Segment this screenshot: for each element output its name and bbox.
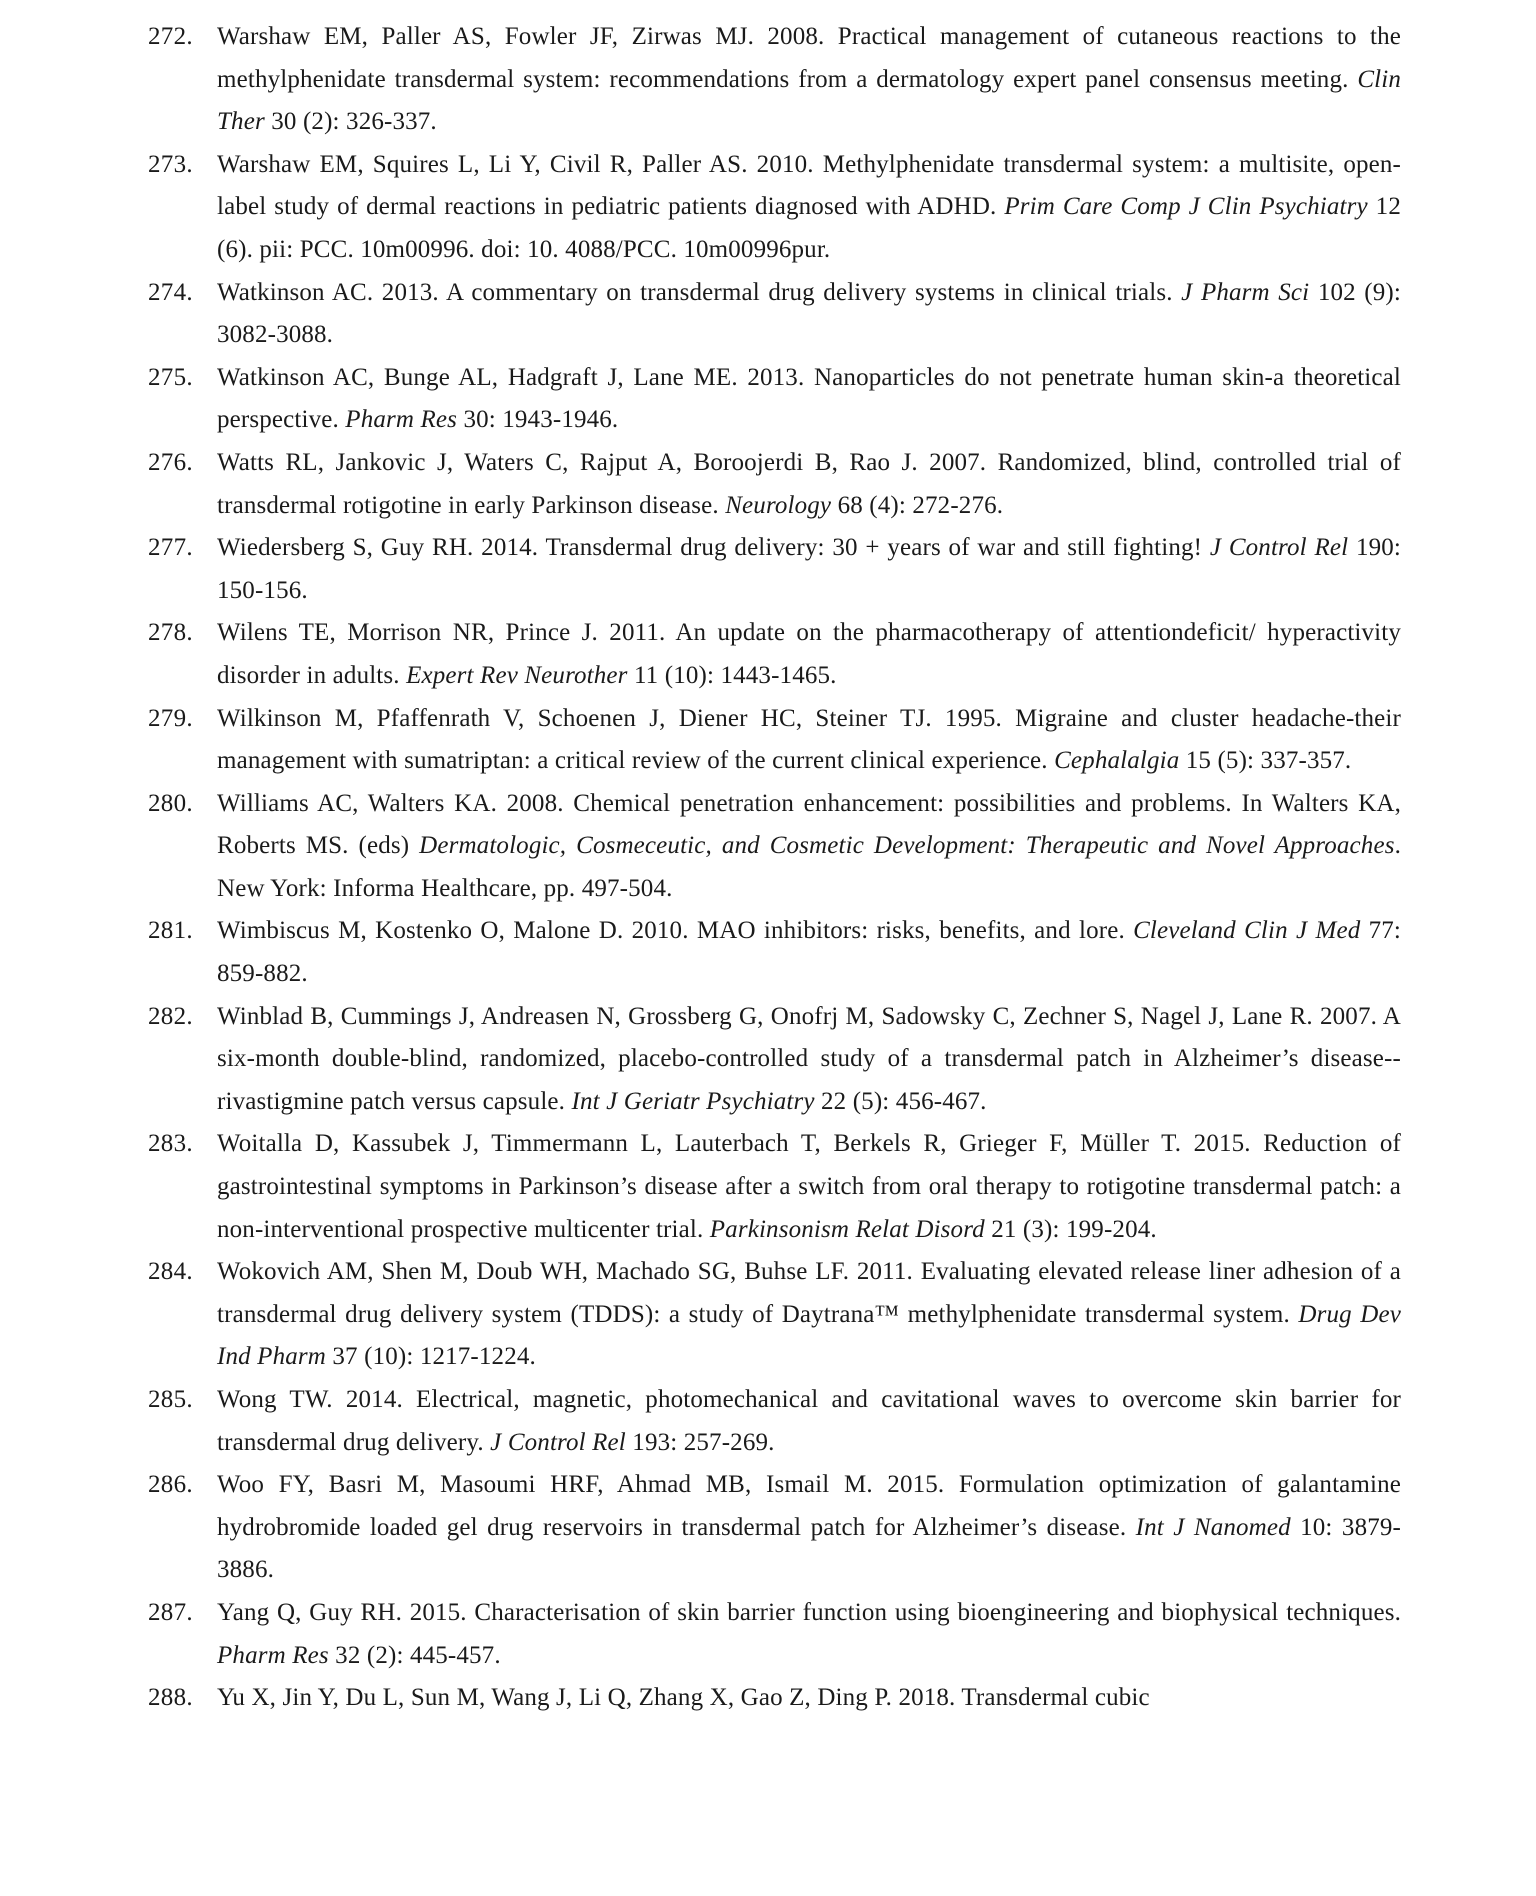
- reference-text: [217, 1251, 1401, 1379]
- reference-number: 283.: [148, 1130, 193, 1158]
- reference-entry: [0, 442, 1536, 527]
- reference-entry: [0, 910, 1536, 995]
- reference-journal: J Pharm Sci: [1181, 278, 1310, 306]
- reference-text: [217, 527, 1401, 612]
- reference-number: 278.: [148, 619, 193, 647]
- reference-text: [217, 996, 1401, 1124]
- reference-citation: Woitalla D, Kassubek J, Timmermann L, Lauterbach T, Berkels R, Grieger F, Müller T. 2015. Reduction of gastrointestinal symptoms in Parkinson’s disease after a switch from oral therapy to rotigotine transdermal patch: a non-interventional prospective multicenter trial.: [217, 1130, 1401, 1243]
- reference-journal: Expert Rev Neurother: [406, 661, 628, 689]
- reference-entry: [0, 1677, 1536, 1720]
- reference-entry: [0, 612, 1536, 697]
- reference-citation: Warshaw EM, Paller AS, Fowler JF, Zirwas MJ. 2008. Practical management of cutaneous reactions to the methylphenidate transdermal system: recommendations from a dermatology expert panel consensus meeting.: [217, 23, 1401, 93]
- reference-volume-pages: 10: 3879-3886.: [217, 1513, 1401, 1584]
- reference-text: [217, 1123, 1401, 1251]
- reference-journal: Int J Nanomed: [1135, 1513, 1291, 1541]
- reference-number: 287.: [148, 1598, 193, 1626]
- reference-citation: Yu X, Jin Y, Du L, Sun M, Wang J, Li Q, Zhang X, Gao Z, Ding P. 2018. Transdermal cubic: [217, 1684, 1150, 1712]
- reference-journal: Clin Ther: [217, 65, 1401, 136]
- reference-entry: [0, 272, 1536, 357]
- reference-entry: [0, 698, 1536, 783]
- reference-journal: J Control Rel: [1209, 534, 1349, 562]
- reference-volume-pages: 21 (3): 199-204.: [984, 1215, 1157, 1243]
- reference-journal: Drug Dev Ind Pharm: [217, 1300, 1401, 1371]
- reference-number: 280.: [148, 789, 193, 817]
- reference-text: [217, 1464, 1401, 1592]
- reference-citation: Williams AC, Walters KA. 2008. Chemical penetration enhancement: possibilities and problems. In Walters KA, Roberts MS. (eds): [217, 789, 1401, 860]
- reference-number: 279.: [148, 704, 193, 732]
- reference-volume-pages: 12 (6). pii: PCC. 10m00996. doi: 10. 4088/PCC. 10m00996pur.: [217, 193, 1401, 263]
- reference-text: [217, 612, 1401, 697]
- reference-number: 282.: [148, 1002, 193, 1030]
- reference-number: 285.: [148, 1386, 193, 1413]
- reference-text: [217, 783, 1401, 911]
- reference-volume-pages: 37 (10): 1217-1224.: [325, 1343, 536, 1371]
- reference-entry: [0, 357, 1536, 442]
- reference-journal: Dermatologic, Cosmeceutic, and Cosmetic Development: Therapeutic and Novel Approaches: [419, 832, 1395, 860]
- reference-citation: Yang Q, Guy RH. 2015. Characterisation of skin barrier function using bioengineering and biophysical techniques.: [217, 1598, 1401, 1626]
- reference-entry: [0, 144, 1536, 272]
- reference-text: [217, 16, 1401, 144]
- reference-entry: [0, 996, 1536, 1124]
- reference-number: 275.: [148, 363, 193, 391]
- reference-text: [217, 357, 1401, 442]
- reference-text: [217, 144, 1401, 272]
- reference-text: [217, 1592, 1401, 1677]
- reference-volume-pages: 30: 1943-1946.: [457, 406, 619, 434]
- reference-journal: Cephalalgia: [1054, 747, 1180, 775]
- reference-volume-pages: 32 (2): 445-457.: [328, 1641, 501, 1669]
- reference-entry: [0, 527, 1536, 612]
- reference-journal: J Control Rel: [490, 1428, 626, 1456]
- reference-text: [217, 1677, 1401, 1720]
- reference-journal: Prim Care Comp J Clin Psychiatry: [1004, 193, 1368, 221]
- reference-number: 273.: [148, 150, 193, 178]
- reference-entry: [0, 1379, 1536, 1464]
- reference-journal: Parkinsonism Relat Disord: [709, 1215, 985, 1243]
- reference-citation: Wimbiscus M, Kostenko O, Malone D. 2010. MAO inhibitors: risks, benefits, and lore.: [217, 917, 1134, 945]
- reference-number: 281.: [148, 917, 193, 945]
- reference-number: 286.: [148, 1471, 193, 1499]
- reference-citation: Wilens TE, Morrison NR, Prince J. 2011. An update on the pharmacotherapy of attentiondeficit/ hyperactivity disorder in adults.: [217, 619, 1401, 689]
- reference-volume-pages: 190: 150-156.: [217, 534, 1402, 604]
- reference-list: [0, 16, 1536, 1720]
- reference-number: 276.: [148, 448, 193, 476]
- reference-text: [217, 1379, 1401, 1464]
- reference-volume-pages: . New York: Informa Healthcare, pp. 497-504.: [217, 832, 1401, 902]
- reference-entry: [0, 1123, 1536, 1251]
- reference-citation: Wong TW. 2014. Electrical, magnetic, photomechanical and cavitational waves to overcome skin barrier for transdermal drug delivery.: [217, 1386, 1401, 1456]
- reference-journal: Neurology: [725, 491, 832, 519]
- reference-volume-pages: 15 (5): 337-357.: [1179, 747, 1352, 775]
- reference-entry: [0, 1251, 1536, 1379]
- reference-journal: Pharm Res: [345, 406, 458, 434]
- reference-volume-pages: 22 (5): 456-467.: [814, 1087, 987, 1115]
- reference-volume-pages: 30 (2): 326-337.: [264, 108, 437, 136]
- reference-number: 277.: [148, 534, 193, 562]
- reference-volume-pages: 11 (10): 1443-1465.: [627, 661, 837, 689]
- reference-volume-pages: 77: 859-882.: [217, 917, 1401, 988]
- reference-volume-pages: 102 (9): 3082-3088.: [217, 278, 1402, 349]
- reference-volume-pages: 193: 257-269.: [625, 1428, 775, 1456]
- reference-number: 288.: [148, 1684, 193, 1712]
- reference-journal: Cleveland Clin J Med: [1133, 917, 1361, 945]
- reference-journal: Int J Geriatr Psychiatry: [571, 1087, 815, 1115]
- reference-citation: Watkinson AC. 2013. A commentary on transdermal drug delivery systems in clinical trials.: [217, 278, 1182, 306]
- reference-citation: Watts RL, Jankovic J, Waters C, Rajput A, Boroojerdi B, Rao J. 2007. Randomized, blind, controlled trial of transdermal rotigotine in early Parkinson disease.: [217, 448, 1401, 519]
- reference-text: [217, 698, 1401, 783]
- reference-entry: [0, 1592, 1536, 1677]
- reference-journal: Pharm Res: [217, 1641, 329, 1669]
- reference-number: 274.: [148, 278, 193, 306]
- reference-citation: Warshaw EM, Squires L, Li Y, Civil R, Paller AS. 2010. Methylphenidate transdermal system: a multisite, open-label study of dermal reactions in pediatric patients diagnosed with ADHD.: [217, 150, 1401, 221]
- reference-number: 272.: [148, 23, 193, 50]
- reference-text: [217, 272, 1401, 357]
- reference-volume-pages: 68 (4): 272-276.: [831, 491, 1004, 519]
- reference-citation: Watkinson AC, Bunge AL, Hadgraft J, Lane ME. 2013. Nanoparticles do not penetrate human skin-a theoretical perspective.: [217, 363, 1401, 434]
- reference-citation: Wiedersberg S, Guy RH. 2014. Transdermal drug delivery: 30 + years of war and still fighting!: [217, 534, 1210, 562]
- reference-citation: Wilkinson M, Pfaffenrath V, Schoenen J, Diener HC, Steiner TJ. 1995. Migraine and cluster headache-their management with sumatriptan: a critical review of the current clinical experience.: [217, 704, 1401, 775]
- reference-citation: Woo FY, Basri M, Masoumi HRF, Ahmad MB, Ismail M. 2015. Formulation optimization of galantamine hydrobromide loaded gel drug reservoirs in transdermal patch for Alzheimer’s disease.: [217, 1471, 1401, 1541]
- reference-entry: [0, 1464, 1536, 1592]
- reference-entry: [0, 783, 1536, 911]
- reference-citation: Winblad B, Cummings J, Andreasen N, Grossberg G, Onofrj M, Sadowsky C, Zechner S, Nagel J, Lane R. 2007. A six-month double-blind, randomized, placebo-controlled study of a transdermal patch in Alzheimer’s disease--rivastigmine patch versus capsule.: [217, 1002, 1401, 1115]
- reference-number: 284.: [148, 1258, 193, 1286]
- reference-citation: Wokovich AM, Shen M, Doub WH, Machado SG, Buhse LF. 2011. Evaluating elevated release liner adhesion of a transdermal drug delivery system (TDDS): a study of Daytrana™ methylphenidate transdermal system.: [217, 1258, 1401, 1328]
- reference-text: [217, 442, 1401, 527]
- reference-entry: [0, 16, 1536, 144]
- reference-text: [217, 910, 1401, 995]
